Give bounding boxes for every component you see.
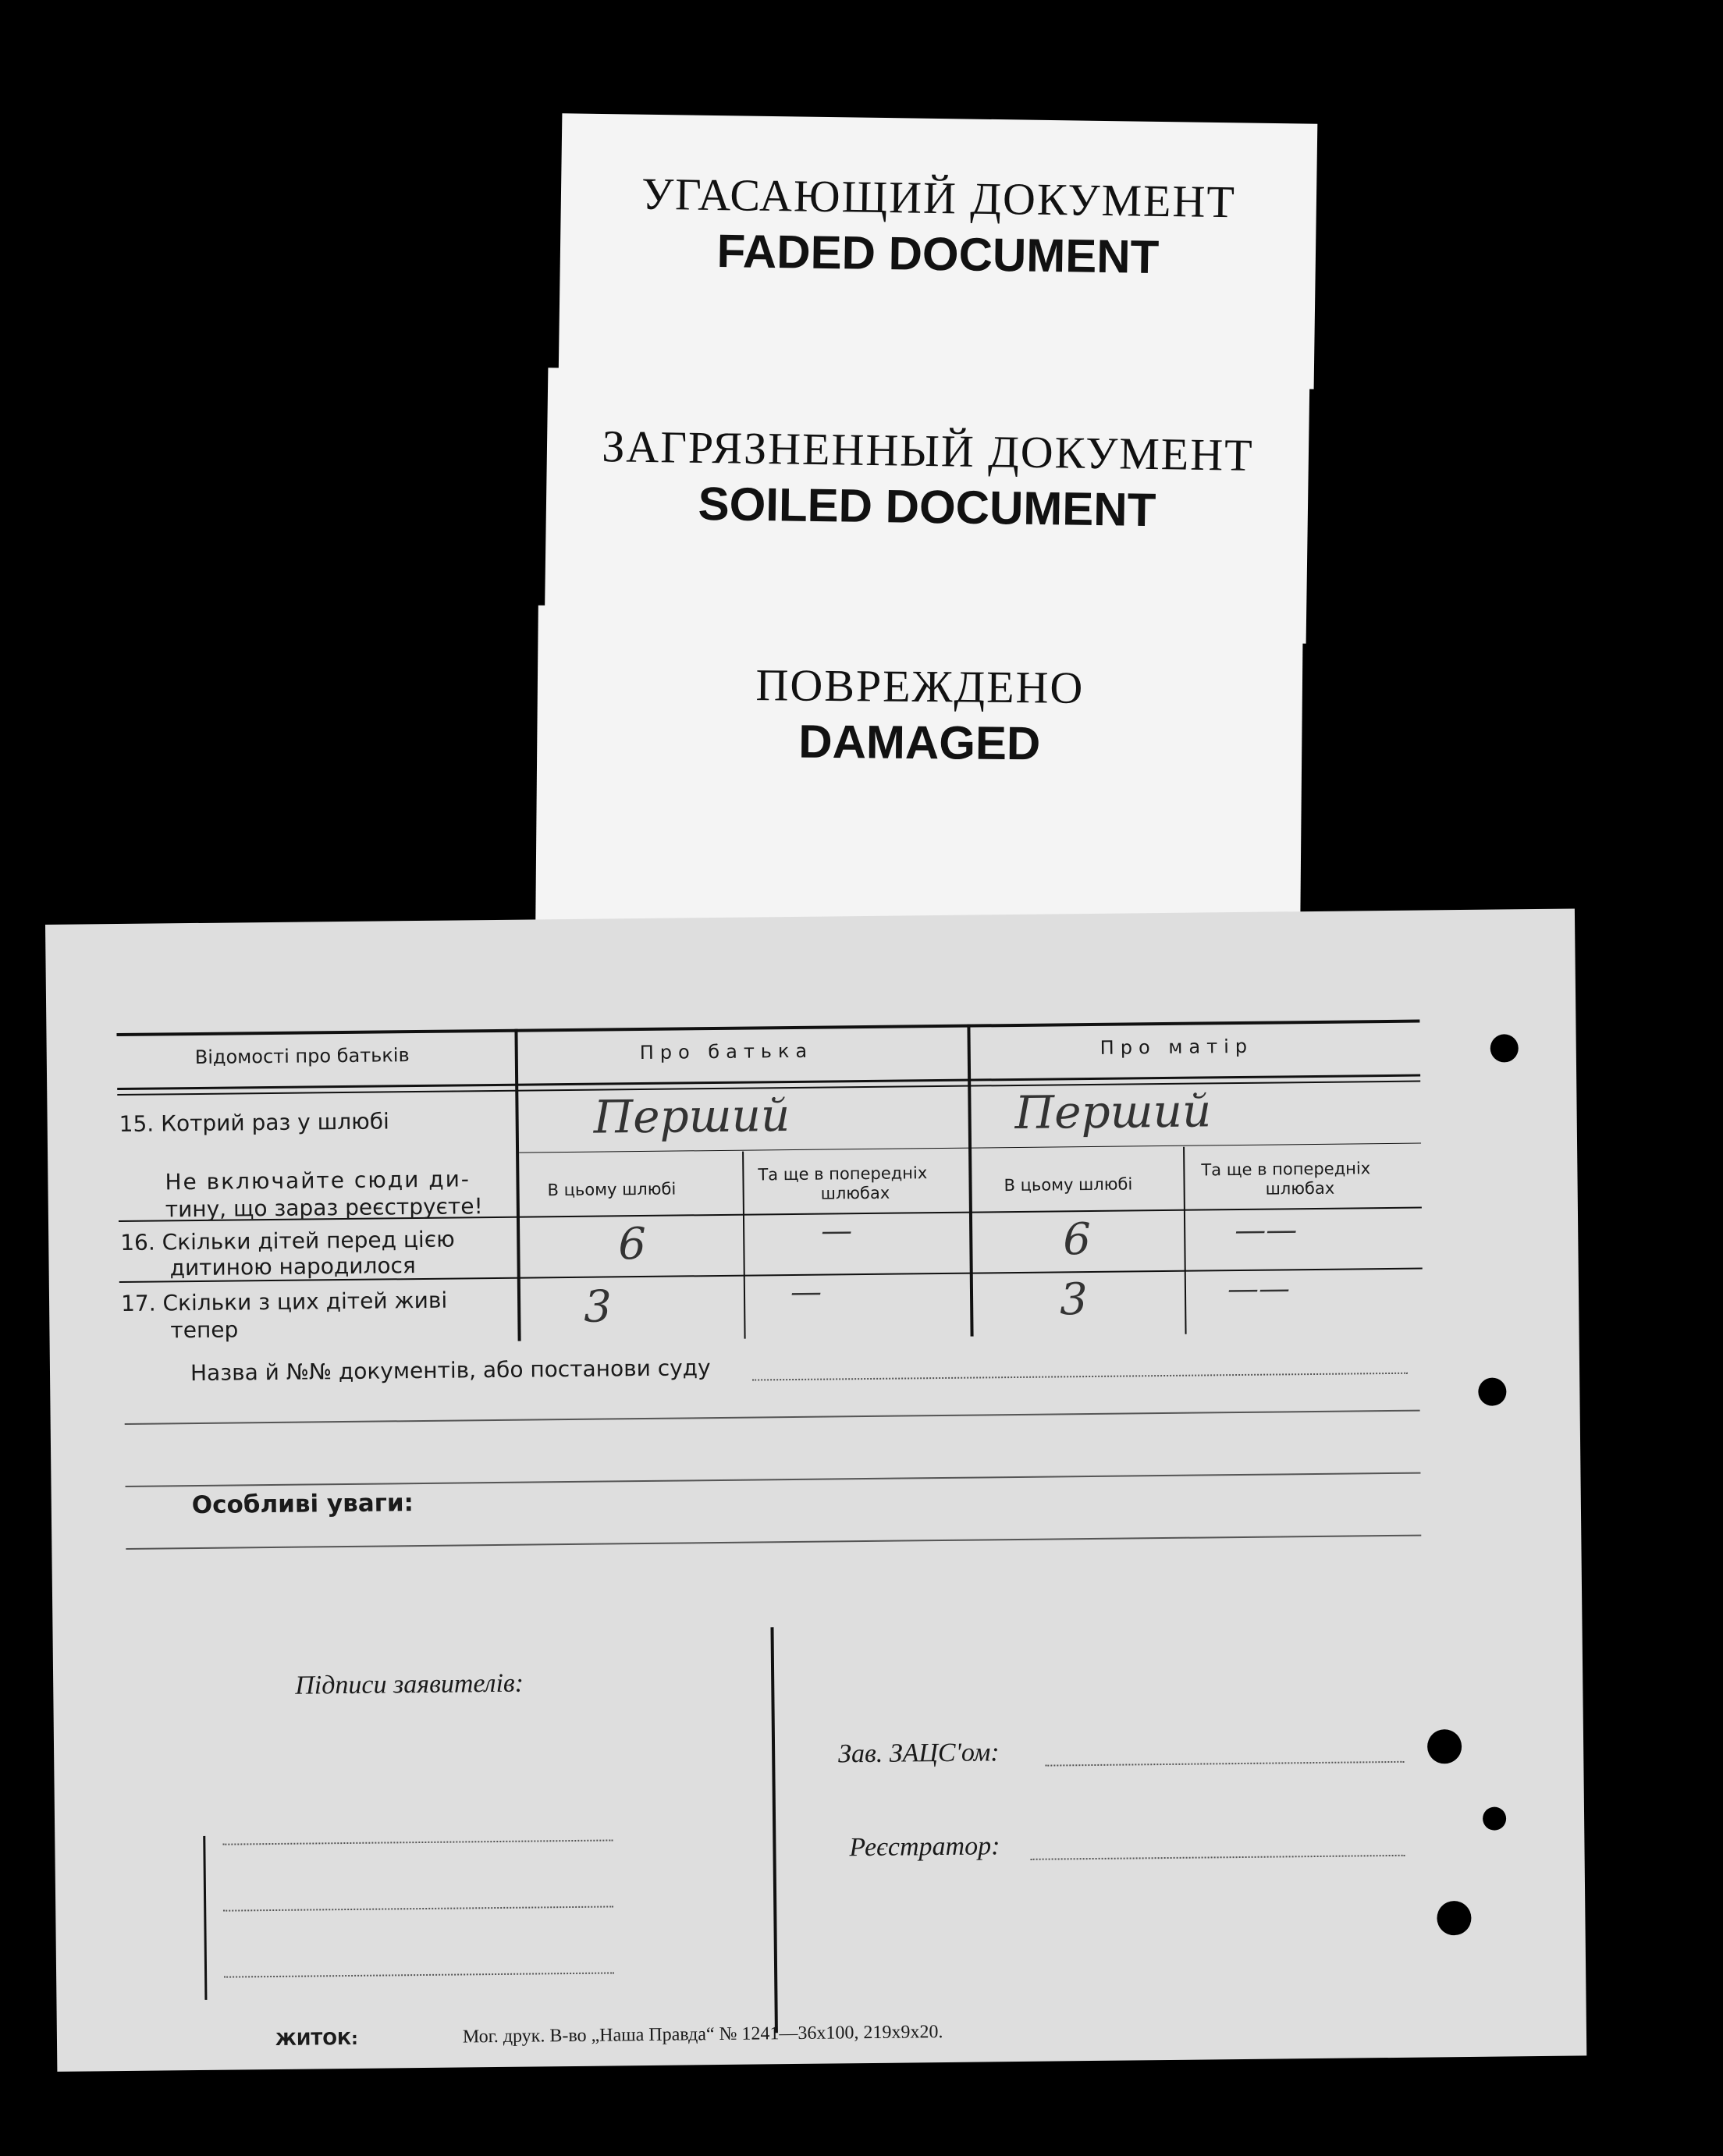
punch-hole (1478, 1377, 1506, 1405)
col-header-mother: Про матір (1100, 1035, 1254, 1059)
registrar-label: Реєстратор: (849, 1831, 1000, 1863)
signature-line (224, 1972, 614, 1977)
question-15: 15. Котрий раз у шлюбі (119, 1108, 389, 1138)
card-title-ru: ЗАГРЯЗНЕННЫЙ ДОКУМЕНТ (601, 421, 1255, 481)
column-divider (967, 1025, 973, 1337)
father-prev-2: шлюбах (820, 1183, 890, 1203)
father-born-this: 6 (617, 1218, 647, 1270)
mother-this-marriage: В цьому шлюбі (1004, 1174, 1133, 1195)
signature-bracket (203, 1836, 207, 2000)
column-divider (514, 1029, 520, 1341)
column-divider (742, 1152, 746, 1339)
soiled-document-card (545, 368, 1310, 644)
father-born-prev: — (820, 1213, 853, 1249)
head-zags-line (1045, 1761, 1404, 1767)
punch-hole (1437, 1901, 1471, 1935)
footer-left: ЖИТОК: (275, 2029, 358, 2050)
documents-dotted-line (752, 1373, 1408, 1381)
mother-born-this: 6 (1062, 1213, 1092, 1266)
father-alive-prev: — (790, 1273, 822, 1311)
note-line-1: Не включайте сюди ди- (165, 1166, 471, 1195)
question-17a: 17. Скільки з цих дітей живі (120, 1287, 448, 1317)
signatures-label: Підписи заявителів: (295, 1668, 524, 1700)
col-header-info: Відомості про батьків (194, 1044, 410, 1069)
mother-alive-this: 3 (1059, 1274, 1089, 1326)
card-title-ru: УГАСАЮЩИЙ ДОКУМЕНТ (641, 168, 1237, 228)
documents-line (126, 1472, 1421, 1487)
father-alive-this: 3 (583, 1281, 613, 1333)
signature-line (222, 1839, 613, 1845)
note-line-2: тину, що зараз реєструєте! (165, 1193, 483, 1223)
card-title-ru: ПОВРЕЖДЕНО (755, 659, 1085, 713)
damaged-card (535, 606, 1303, 932)
mother-prev-2: шлюбах (1265, 1178, 1335, 1199)
punch-hole (1483, 1806, 1506, 1830)
column-divider (1183, 1147, 1187, 1334)
table-top-rule (116, 1020, 1419, 1036)
punch-hole (1427, 1729, 1462, 1764)
remarks-line (126, 1535, 1421, 1550)
question-17b: тепер (170, 1316, 239, 1344)
signature-line (223, 1906, 613, 1911)
col-header-father: Про батька (639, 1039, 814, 1064)
question-16a: 16. Скільки дітей перед цією (120, 1226, 455, 1256)
mother-marriage-value: Перший (1014, 1084, 1212, 1139)
documents-label: Назва й №№ документів, або постанови суду (190, 1355, 711, 1387)
mother-born-prev: —— (1234, 1212, 1298, 1249)
registrar-line (1031, 1855, 1405, 1860)
signature-divider (770, 1627, 777, 2033)
card-title-en: DAMAGED (798, 715, 1041, 770)
remarks-label: Особливі уваги: (191, 1489, 414, 1520)
mother-prev-1: Та ще в попередніх (1201, 1159, 1371, 1180)
card-title-en: FADED DOCUMENT (716, 225, 1160, 283)
father-prev-1: Та ще в попередніх (758, 1163, 928, 1185)
footer-print: Мог. друк. В-во „Наша Правда“ № 1241—36х100, 219х9х20. (462, 2022, 943, 2048)
punch-hole (1490, 1034, 1519, 1062)
father-marriage-value: Перший (593, 1089, 790, 1144)
faded-document-card (559, 113, 1318, 389)
registry-form (45, 908, 1586, 2071)
question-16b: дитиною народилося (169, 1252, 416, 1281)
head-zags-label: Зав. ЗАЦС'ом: (837, 1738, 1000, 1769)
father-this-marriage: В цьому шлюбі (547, 1179, 677, 1200)
documents-line (125, 1410, 1420, 1425)
card-title-en: SOILED DOCUMENT (698, 477, 1156, 537)
mother-alive-prev: —— (1227, 1270, 1291, 1308)
